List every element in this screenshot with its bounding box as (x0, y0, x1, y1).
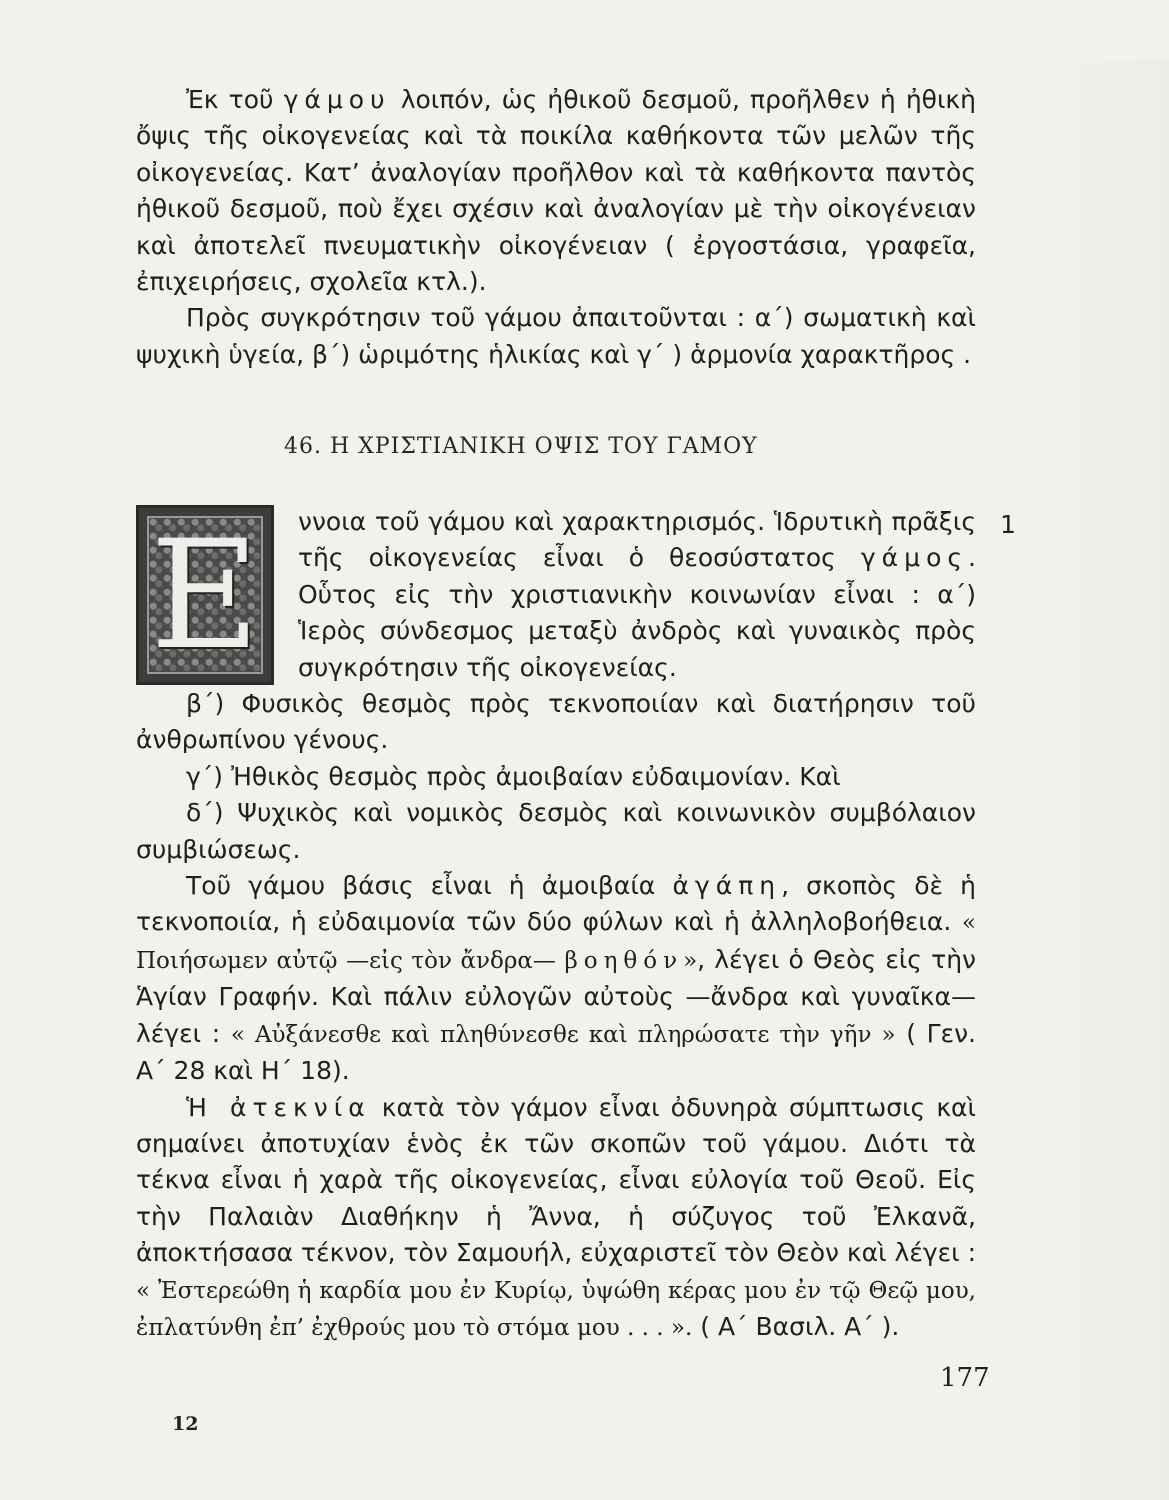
kings-reference: ( Α΄ Βασιλ. Α΄ ). (692, 1311, 900, 1341)
basis-text-continued: , λέγει ὁ Θεὸς εἰς τὴν Ἁγίαν Γραφήν. Καὶ πάλιν εὐλογῶν αὐτοὺς —ἄνδρα καὶ γυναῖκα— λέγει : (136, 944, 976, 1048)
paragraph-family-ethics (136, 82, 976, 300)
basis-text-mid: , σκοπὸς δὲ ἡ τεκνοποιία, ἡ εὐδαιμονία τῶν δύο φύλων καὶ ἡ ἀλληλοβοήθεια. (136, 871, 976, 937)
quote-hannah: « Ἐστερεώθη ἡ καρδία μου ἐν Κυρίῳ, ὑψώθη κέρας μου ἐν τῷ Θεῷ μου, ἐπλατύνθη ἐπ’ ἐχθρούς μου τὸ στόμα μου . . . ». (136, 1277, 976, 1341)
para1-text-end: λοιπόν, ὡς ἠθικοῦ δεσμοῦ, προῆλθεν ἡ ἠθικὴ ὄψις τῆς οἰκογενείας καὶ τὰ ποικίλα καθήκοντα τῶν μελῶν τῆς οἰκογενείας. Κατ’ ἀναλογίαν προῆλθον καὶ τὰ καθήκοντα παντὸς ἠθικοῦ δεσμοῦ, ποὺ ἔχει σχέσιν καὶ ἀναλογίαν μὲ τὴν οἰκογένειαν καὶ ἀποτελεῖ πνευματικὴν οἰκογένειαν ( ἐργοστάσια, γραφεῖα, ἐπιχειρήσεις, σχολεῖα κτλ.). (136, 85, 976, 297)
childlessness-text: κατὰ τὸν γάμον εἶναι ὀδυνηρὰ σύμπτωσις καὶ σημαίνει ἀποτυχίαν ἑνὸς ἐκ τῶν σκοπῶν τοῦ γάμου. Διότι τὰ τέκνα εἶναι ἡ χαρὰ τῆς οἰκογενείας, εἶναι εὐλογία τοῦ Θεοῦ. Εἰς τὴν Παλαιὰν Διαθήκην ἡ Ἄννα, ἡ σύζυγος τοῦ Ἐλκανᾶ, ἀποκτήσασα τέκνον, τὸν Σαμουήλ, εὐχαριστεῖ τὸν Θεὸν καὶ λέγει : (136, 1092, 976, 1268)
spaced-word-gamou: γάμου (283, 85, 391, 114)
paragraph-basis (136, 868, 976, 1089)
genesis-reference: ( Γεν. Α΄ 28 καὶ Η΄ 18). (136, 1018, 976, 1086)
paragraph-gamma: γ΄) Ἠθικὸς θεσμὸς πρὸς ἀμοιβαίαν εὐδαιμονίαν. Καὶ (186, 761, 841, 791)
basis-text-start: Τοῦ γάμου βάσις εἶναι ἡ ἀμοιβαία (186, 871, 673, 901)
spaced-word-ateknia: Ἡ ἀτεκνία (186, 1092, 371, 1122)
spaced-word-voithon: βοηθόν (564, 947, 684, 974)
quote-genesis-helper: « Ποιήσωμεν αὐτῷ —εἰς τὸν ἄνδρα— (136, 910, 976, 974)
para1-text-start: Ἐκ τοῦ (186, 85, 284, 114)
paragraph-beta: β΄) Φυσικὸς θεσμὸς πρὸς τεκνοποιίαν καὶ διατήρησιν τοῦ ἀνθρωπίνου γένους. (136, 689, 976, 755)
initial-letter: Ε (150, 509, 260, 683)
definition-text-end: . Οὗτος εἰς τὴν χριστιανικὴν κοινωνίαν εἶναι : α΄) Ἱερὸς σύνδεσμος μεταξὺ ἀνδρὸς καὶ γυναικὸς πρὸς συγκρότησιν τῆς οἰκογενείας. (298, 543, 976, 682)
section-2 (136, 504, 976, 1346)
quote-be-fruitful: « Αὐξάνεσθε καὶ πληθύνεσθε καὶ πληρώσατε τὴν γῆν » (230, 1021, 896, 1048)
page-number: 177 (940, 1363, 990, 1393)
paragraph-delta: δ΄) Ψυχικὸς καὶ νομικὸς δεσμὸς καὶ κοινωνικὸν συμβόλαιον συμβιώσεως. (136, 798, 976, 864)
paragraph-requirements: Πρὸς συγκρότησιν τοῦ γάμου ἀπαιτοῦνται : α΄) σωματικὴ καὶ ψυχικὴ ὑγεία, β΄) ὡριμότης ἡλικίας καὶ γ΄ ) ἁρμονία χαρακτῆρος . (136, 303, 976, 369)
spaced-word-agapi: ἀγάπη (672, 871, 782, 901)
spaced-word-gamos: γάμος (860, 543, 969, 573)
section-heading: 46. Η ΧΡΙΣΤΙΑΝΙΚΗ ΟΨΙΣ ΤΟΥ ΓΑΜΟΥ (284, 434, 758, 459)
bleed-through-shadow (1030, 60, 1169, 1500)
paragraph-childlessness (136, 1090, 976, 1347)
margin-number: 1 (1000, 510, 1016, 539)
section-1 (136, 82, 976, 373)
quote-close: » (683, 947, 698, 974)
dropcap-spacer (136, 504, 298, 684)
definition-text-start: ννοια τοῦ γάμου καὶ χαρακτηρισμός. Ἱδρυτικὴ πρᾶξις τῆς οἰκογενείας εἶναι ὁ θεοσύστατος (298, 507, 976, 573)
signature-number: 12 (172, 1413, 199, 1435)
